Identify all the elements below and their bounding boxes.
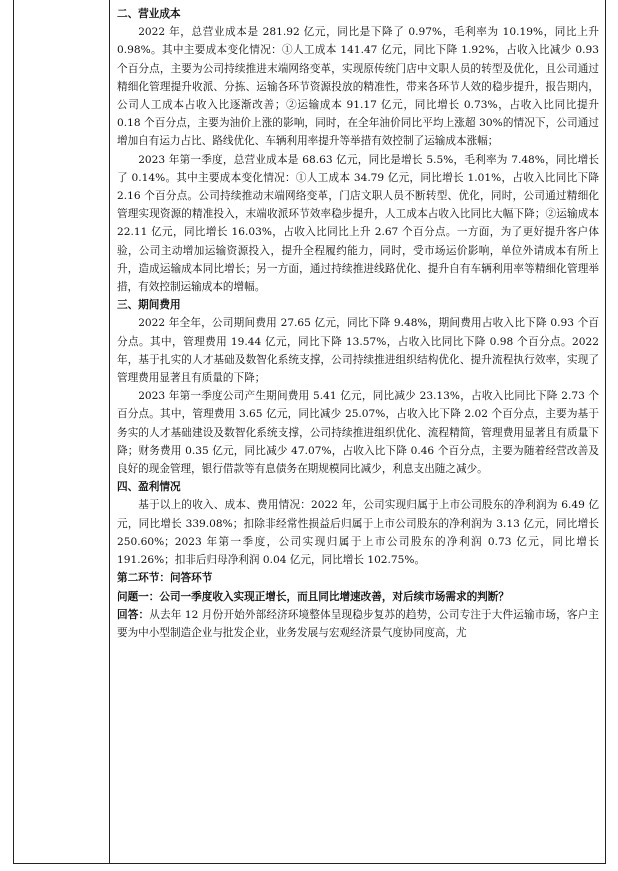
table-column-divider	[109, 0, 110, 864]
answer-text: 从去年 12 月份开始外部经济环境整体呈现稳步复苏的趋势，公司专注于大件运输市场，客户主要为中小型制造企业与批发企业，业务发展与宏观经济景气度协同度高，尤	[117, 608, 600, 639]
qa-section-heading: 第二环节：问答环节	[117, 572, 213, 585]
answer-one	[117, 606, 599, 642]
paragraph: 2023 年第一季度公司产生期间费用 5.41 亿元，同比减少 23.13%，占收入比同比下降 2.73 个百分点。其中，管理费用 3.65 亿元，同比减少 25.07%，占收入比下降 2.02 个百分点，主要为基于务实的人才基础建设及数智化系统支撑，公司持续推进组织优化、流程精简，管理费用显著且有质量下降；财务费用 0.35 亿元，同比减少 47.07%，占收入比下降 0.46 个百分点，主要为随着经营改善及良好的现金管理，银行借款等有息债务在期规模同比减少，利息支出随之减少。	[117, 390, 599, 476]
question-one: 问题一：公司一季度收入实现正增长，而且同比增速改善，对后续市场需求的判断？	[117, 590, 509, 603]
section-heading-operating-cost: 二、营业成本	[117, 8, 181, 20]
section-heading-profitability: 四、盈利情况	[117, 481, 181, 494]
paragraph: 2022 年，总营业成本是 281.92 亿元，同比是下降了 0.97%，毛利率为 10.19%，同比上升 0.98%。其中主要成本变化情况：①人工成本 141.47 亿元，同比下降 1.92%，占收入比减少 0.93 个百分点，主要为公司持续推进末端网络变革，实现原传统门店中文职人员的转型及优化，且公司通过精细化管理提升收派、分拣、运输各环节资源投放的精准性，带来各环节人效的稳步提升，报告期内，公司人工成本占收入比逐渐改善；②运输成本 91.17 亿元，同比增长 0.73%，占收入比同比提升 0.18 个百分点，主要为油价上涨的影响，同时，在全年油价同比平均上涨超 30%的情况下，公司通过增加自有运力占比、路线优化、车辆利用率提升等举措有效控制了运输成本涨幅；	[117, 26, 599, 148]
section-heading-period-expenses: 三、期间费用	[117, 299, 181, 312]
answer-label: 回答：	[117, 608, 150, 621]
document-content	[117, 5, 599, 642]
paragraph: 基于以上的收入、成本、费用情况：2022 年，公司实现归属于上市公司股东的净利润为 6.49 亿元，同比增长 339.08%；扣除非经常性损益后归属于上市公司股东的净利润为 3.13 亿元，同比增长 250.60%；2023 年第一季度，公司实现归属于上市公司股东的净利润 0.73 亿元，同比增长 191.26%；扣非后归母净利润 0.04 亿元，同比增长 102.75%。	[117, 499, 599, 567]
paragraph: 2022 年全年，公司期间费用 27.65 亿元，同比下降 9.48%，期间费用占收入比下降 0.93 个百分点。其中，管理费用 19.44 亿元，同比下降 13.57%，占收入比同比下降 0.98 个百分点。2022 年，基于扎实的人才基础及数智化系统支撑，公司持续推进组织结构优化、提升流程执行效率，实现了管理费用显著且有质量的下降；	[117, 317, 599, 385]
paragraph: 2023 年第一季度，总营业成本是 68.63 亿元，同比是增长 5.5%，毛利率为 7.48%，同比增长了 0.14%。其中主要成本变化情况：①人工成本 34.79 亿元，同比增长 1.01%，占收入比同比下降 2.16 个百分点。公司持续推动末端网络变革，门店文职人员不断转型、优化，同时，公司通过精细化管理实现资源的精准投入，末端收派环节效率稳步提升，人工成本占收入比同比大幅下降；②运输成本 22.11 亿元，同比增长 16.03%，占收入比同比上升 2.67 个百分点。一方面，为了更好提升客户体验，公司主动增加运输资源投入，提升全程履约能力，同时，受市场运价影响，单位外请成本有所上升，造成运输成本同比增长；另一方面，通过持续推进线路优化、提升自有车辆利用率等精细化管理举措，有效控制运输成本的增幅。	[117, 153, 599, 294]
